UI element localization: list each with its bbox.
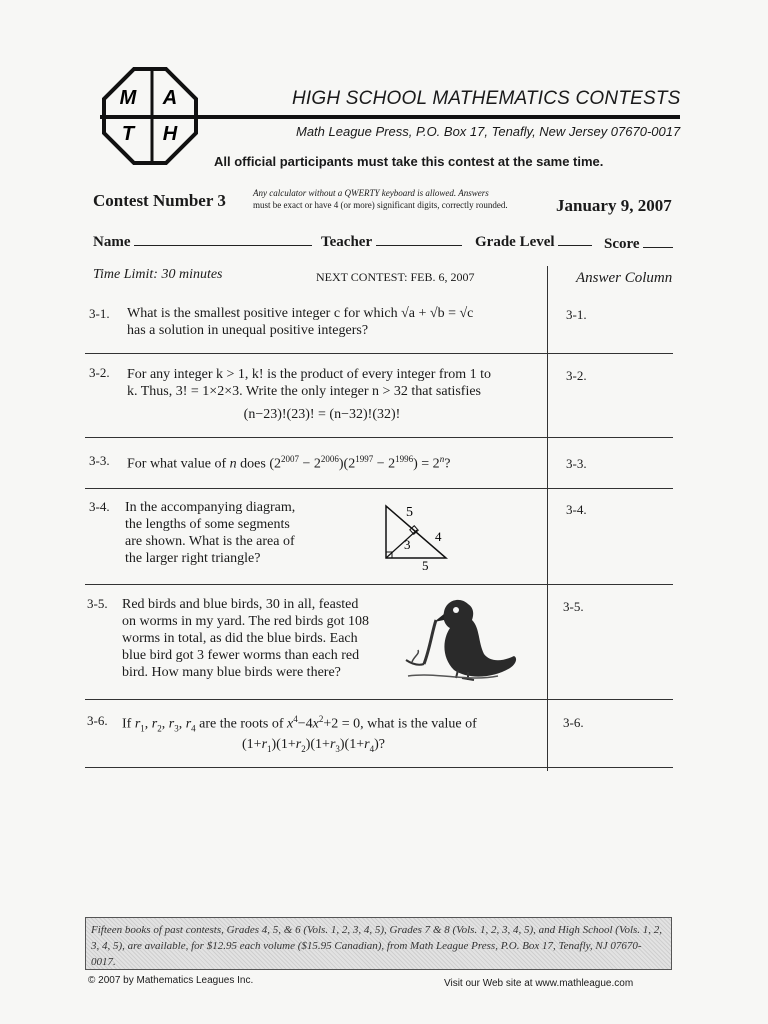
q2-answer-label[interactable]: 3-2.: [566, 368, 587, 383]
q2-number: 3-2.: [89, 365, 110, 380]
header-rule: [100, 115, 680, 119]
q4-text: [125, 499, 375, 567]
q5-line4: blue bird got 3 fewer worms than each red: [122, 648, 360, 663]
grade-field[interactable]: [475, 231, 592, 251]
q1-line1: What is the smallest positive integer c for which √a + √b = √c: [127, 306, 474, 321]
score-blank[interactable]: [643, 233, 673, 248]
q2-line1: For any integer k > 1, k! is the product of every integer from 1 to: [127, 367, 492, 382]
teacher-blank[interactable]: [376, 231, 462, 246]
q6-text: If $r_1$, $r_2$, $r_3$, $r_4$ are the roots of $x^4-4x^2+2 = 0$, what is the value of: [122, 714, 477, 734]
grade-blank[interactable]: [558, 231, 592, 246]
calculator-note-line1: Any calculator without a QWERTY keyboard is allowed. Answers: [253, 188, 489, 198]
answer-column-divider: [547, 266, 548, 771]
score-field[interactable]: [604, 233, 673, 253]
q3-text: For what value of n does $(2^{2007} - 2^{2006})(2^{1997} - 2^{1996}) = 2^n$?: [127, 454, 451, 472]
logo-letter-a: A: [162, 87, 178, 109]
grade-label: Grade Level: [475, 234, 555, 250]
q1-line2: has a solution in unequal positive integers?: [127, 323, 369, 338]
calculator-note: [253, 187, 543, 211]
teacher-field[interactable]: [321, 231, 462, 251]
q5-line2: on worms in my yard. The red birds got 108: [122, 614, 370, 629]
divider: [85, 584, 673, 585]
q2-equation: (n−23)!(23)! = (n−32)!(32)!: [243, 407, 401, 422]
bird-illustration: [398, 592, 523, 684]
divider: [85, 767, 673, 768]
q4-number: 3-4.: [89, 499, 110, 514]
q4-line3: are shown. What is the area of: [125, 534, 295, 549]
q5-line3: worms in total, as did the blue birds. Each: [122, 631, 358, 646]
q2-line2: k. Thus, 3! = 1×2×3. Write the only integer n > 32 that satisfies: [127, 384, 482, 399]
label-base: 5: [422, 558, 429, 572]
logo-letter-m: M: [119, 87, 137, 109]
q1-number: 3-1.: [89, 306, 110, 321]
divider: [85, 488, 673, 489]
q1-text: [127, 305, 542, 339]
participants-notice: All official participants must take this contest at the same time.: [214, 154, 604, 169]
q5-number: 3-5.: [87, 596, 108, 611]
q4-line1: In the accompanying diagram,: [125, 500, 296, 515]
press-address: Math League Press, P.O. Box 17, Tenafly, New Jersey 07670-0017: [296, 124, 681, 139]
label-four: 4: [435, 529, 442, 544]
triangle-diagram: [378, 500, 460, 572]
teacher-label: Teacher: [321, 234, 372, 250]
q6-answer-label[interactable]: 3-6.: [563, 715, 584, 730]
q4-line2: the lengths of some segments: [125, 517, 290, 532]
q3-number: 3-3.: [89, 453, 110, 468]
name-field[interactable]: [93, 231, 312, 251]
label-hyp-top: 5: [406, 505, 413, 520]
q5-line1: Red birds and blue birds, 30 in all, feasted: [122, 597, 359, 612]
name-label: Name: [93, 234, 131, 250]
logo-letter-h: H: [162, 123, 178, 145]
divider: [85, 699, 673, 700]
q3-answer-label[interactable]: 3-3.: [566, 456, 587, 471]
divider: [85, 353, 673, 354]
q4-answer-label[interactable]: 3-4.: [566, 502, 587, 517]
books-ad-text: Fifteen books of past contests, Grades 4, 5, & 6 (Vols. 1, 2, 3, 4, 5), Grades 7 & 8 (Vols. 1, 2, 3, 4, 5), and High School (Vols. 1, 2, 3, 4, 5), are available, for $12.95 each volume ($15.95 Canadian), from Math League Press, P.O. Box 17, Tenafly, NJ 07670-0017.: [91, 924, 663, 968]
q6-number: 3-6.: [87, 713, 108, 728]
q6-expression: $(1+r_1)(1+r_2)(1+r_3)(1+r_4)$?: [242, 737, 385, 754]
logo-letter-t: T: [121, 123, 135, 145]
copyright: © 2007 by Mathematics Leagues Inc.: [88, 975, 254, 986]
contest-number: Contest Number 3: [93, 191, 226, 210]
q5-answer-label[interactable]: 3-5.: [563, 599, 584, 614]
page-title: HIGH SCHOOL MATHEMATICS CONTESTS: [292, 88, 681, 109]
q1-answer-label[interactable]: 3-1.: [566, 307, 587, 322]
q4-line4: the larger right triangle?: [125, 551, 261, 566]
name-blank[interactable]: [134, 231, 312, 246]
q5-line5: bird. How many blue birds were there?: [122, 665, 341, 680]
next-contest: NEXT CONTEST: FEB. 6, 2007: [316, 270, 475, 284]
time-limit: Time Limit: 30 minutes: [93, 267, 223, 282]
website-link[interactable]: Visit our Web site at www.mathleague.com: [444, 978, 634, 989]
q2-text: [127, 366, 542, 423]
calculator-note-line2: must be exact or have 4 (or more) significant digits, correctly rounded.: [253, 200, 508, 210]
contest-date: January 9, 2007: [556, 196, 672, 215]
score-label: Score: [604, 236, 640, 252]
divider: [85, 437, 673, 438]
label-three: 3: [404, 537, 411, 552]
q5-text: [122, 596, 397, 681]
answer-column-header: Answer Column: [576, 270, 673, 286]
